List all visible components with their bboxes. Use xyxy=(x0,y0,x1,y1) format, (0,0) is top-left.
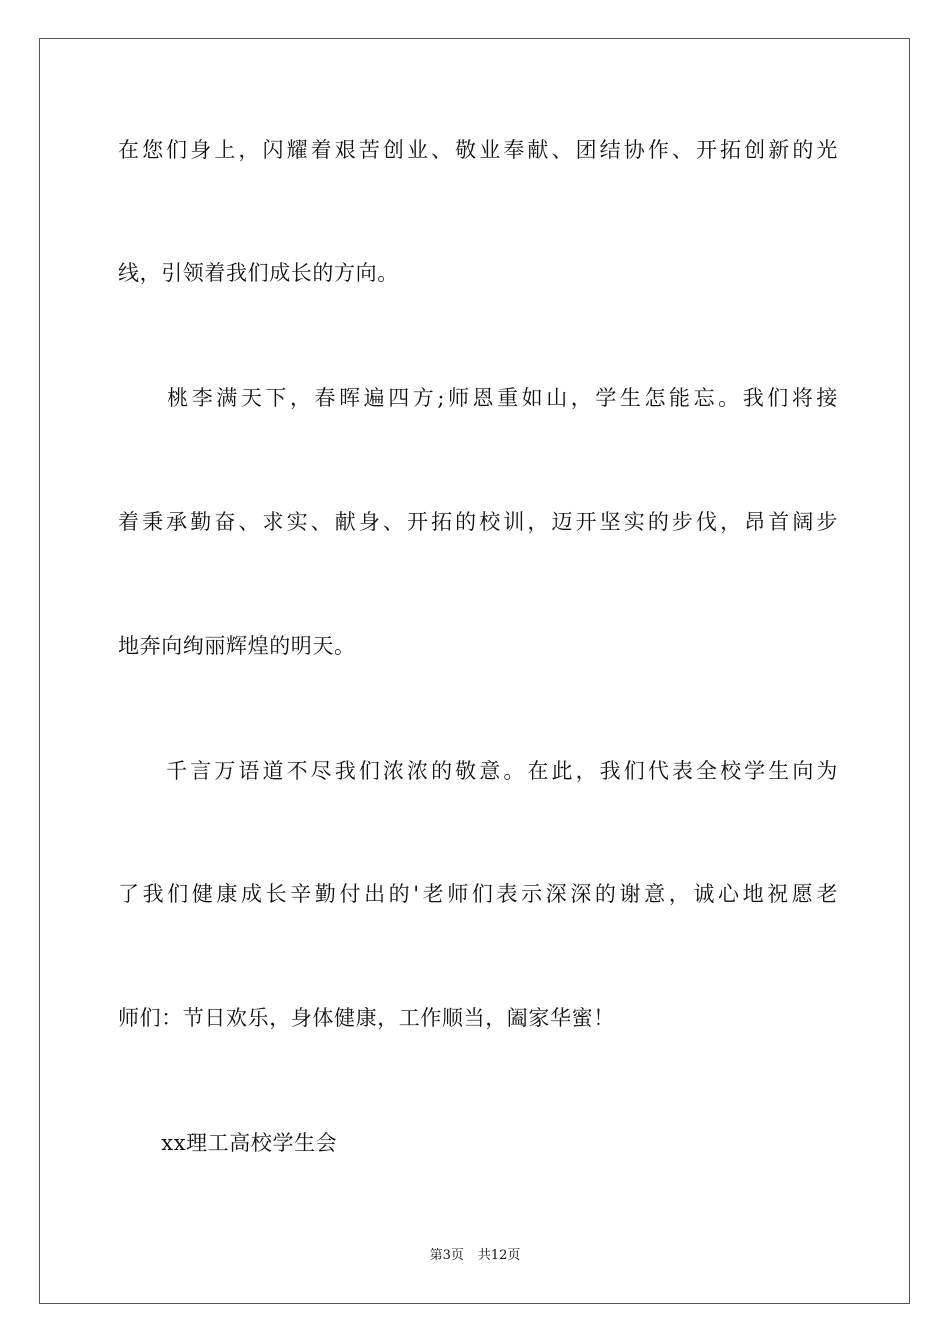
paragraph-line: 着秉承勤奋、求实、献身、开拓的校训，迈开坚实的步伐，昂首阔步 xyxy=(118,510,838,534)
page-border xyxy=(39,38,910,1304)
paragraph-line: 地奔向绚丽辉煌的明天。 xyxy=(118,634,356,658)
signature-line: xx理工高校学生会 xyxy=(118,1131,338,1155)
paragraph-line: 在您们身上，闪耀着艰苦创业、敬业奉献、团结协作、开拓创新的光 xyxy=(118,138,838,162)
paragraph-line: 师们：节日欢乐，身体健康，工作顺当，阖家华蜜！ xyxy=(118,1006,615,1030)
page-footer xyxy=(0,1246,950,1266)
paragraph-line: 千言万语道不尽我们浓浓的敬意。在此，我们代表全校学生向为 xyxy=(118,759,838,783)
paragraph-line: 了我们健康成长辛勤付出的'老师们表示深深的谢意，诚心地祝愿老 xyxy=(118,882,838,906)
page-number: 第3页 xyxy=(429,1248,464,1263)
paragraph-line: 线，引领着我们成长的方向。 xyxy=(118,261,399,285)
paragraph-line: 桃李满天下，春晖遍四方;师恩重如山，学生怎能忘。我们将接 xyxy=(118,386,838,410)
page-total: 共12页 xyxy=(477,1248,521,1263)
